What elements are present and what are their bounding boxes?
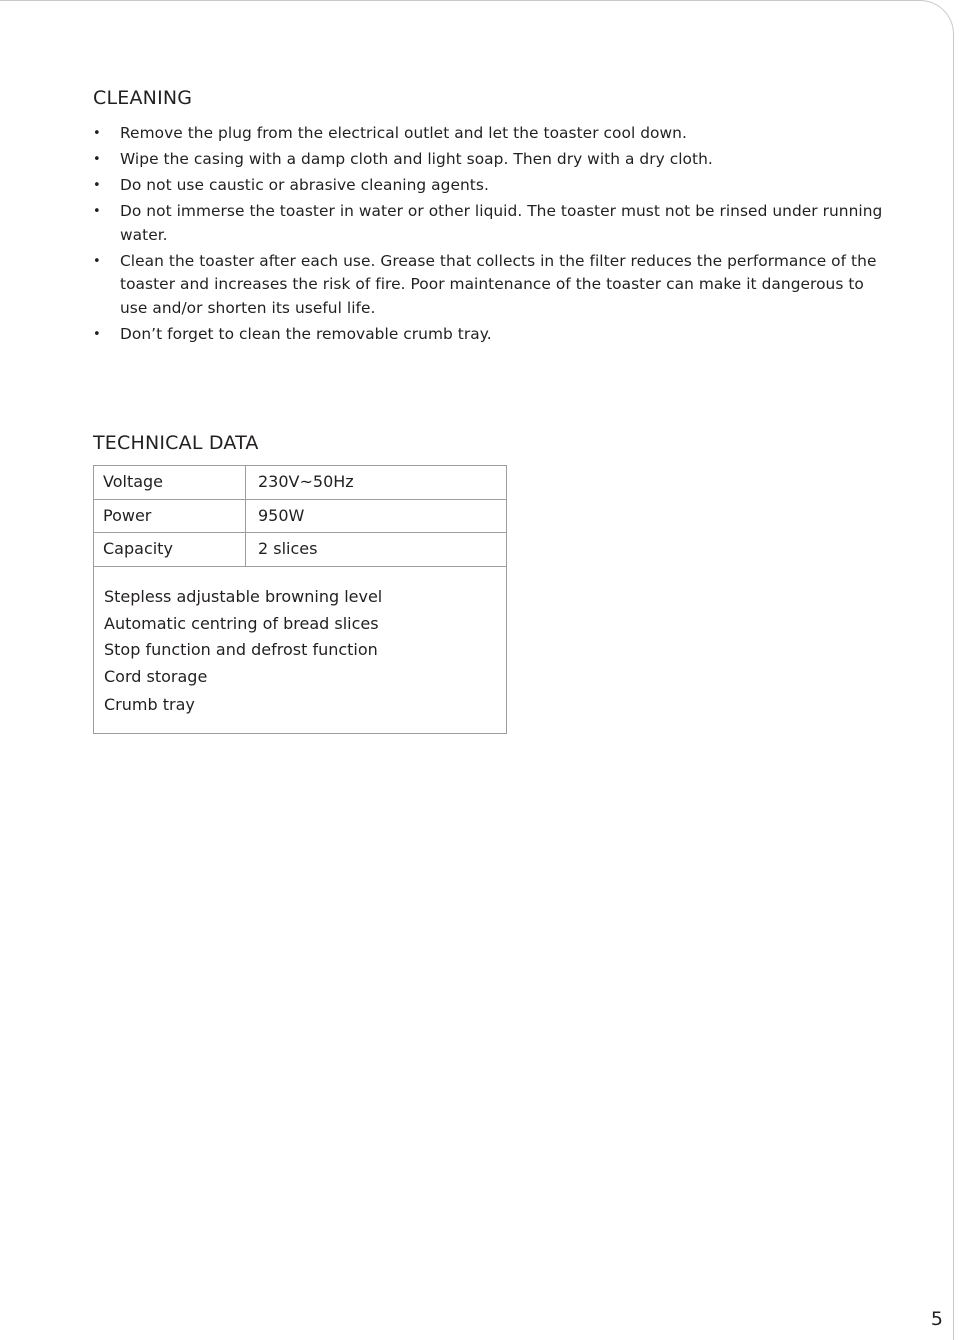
features-list xyxy=(104,584,382,719)
list-item-text: Do not use caustic or abrasive cleaning agents. xyxy=(120,176,489,194)
voltage-value: 230V~50Hz xyxy=(258,472,354,491)
list-item xyxy=(93,148,883,172)
capacity-label: Capacity xyxy=(103,539,173,558)
column-divider xyxy=(245,466,246,499)
list-item xyxy=(93,122,883,146)
list-item xyxy=(93,174,883,198)
technical-data-heading: TECHNICAL DATA xyxy=(93,432,259,454)
feature-item: Cord storage xyxy=(104,666,208,686)
feature-item: Crumb tray xyxy=(104,695,195,714)
cleaning-heading: CLEANING xyxy=(93,87,193,109)
table-row-power xyxy=(94,500,506,534)
table-row-voltage xyxy=(94,466,506,500)
power-label: Power xyxy=(103,505,152,525)
list-item-text: Remove the plug from the electrical outlet and let the toaster cool down. xyxy=(120,124,687,142)
page-number: 5 xyxy=(930,1308,943,1330)
column-divider xyxy=(245,500,246,533)
bullet-icon: • xyxy=(93,152,101,167)
bullet-icon: • xyxy=(93,253,101,269)
table-row-capacity xyxy=(94,533,506,567)
list-item-text: Do not immerse the toaster in water or other liquid. The toaster must not be rinsed under running water. xyxy=(120,202,883,244)
list-item xyxy=(93,250,883,321)
power-value: 950W xyxy=(258,505,305,525)
list-item-text: Wipe the casing with a damp cloth and light soap. Then dry with a dry cloth. xyxy=(120,150,713,168)
bullet-icon: • xyxy=(93,126,101,141)
feature-item: Stop function and defrost function xyxy=(104,640,378,659)
list-item-text: Don’t forget to clean the removable crumb tray. xyxy=(120,324,492,343)
list-item xyxy=(93,200,883,247)
column-divider xyxy=(245,533,246,566)
bullet-icon: • xyxy=(93,178,101,193)
cleaning-list xyxy=(93,122,883,349)
list-item-text: Clean the toaster after each use. Grease that collects in the filter reduces the performance of the toaster and increases the risk of fire. Poor maintenance of the toaster can make it dangerous to use and/or shorten its useful life. xyxy=(120,251,877,317)
capacity-value: 2 slices xyxy=(258,539,318,558)
bullet-icon: • xyxy=(93,204,101,219)
feature-item: Automatic centring of bread slices xyxy=(104,613,379,633)
voltage-label: Voltage xyxy=(103,472,164,491)
bullet-icon: • xyxy=(93,326,101,342)
list-item xyxy=(93,323,883,347)
feature-item: Stepless adjustable browning level xyxy=(104,587,383,606)
technical-data-table xyxy=(93,465,507,734)
